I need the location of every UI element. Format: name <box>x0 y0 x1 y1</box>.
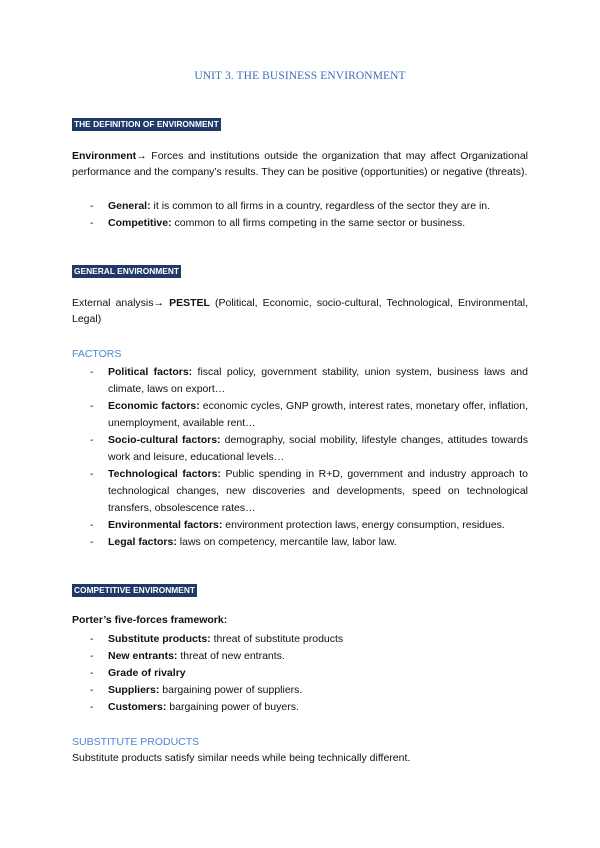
environment-definition <box>72 148 528 181</box>
list-item <box>0 466 600 517</box>
item-label: Legal factors: <box>108 536 177 548</box>
definition-text: Forces and institutions outside the organization that may affect Organizational performance and the company’s results. They can be positive (opportunities) or negative (threats). <box>72 150 528 179</box>
list-item <box>0 631 600 648</box>
bullet-dash: - <box>90 536 94 548</box>
item-text: it is common to all firms in a country, regardless of the sector they are in. <box>150 200 491 212</box>
item-text: demography, social mobility, lifestyle changes, attitudes towards work and leisure, educational levels… <box>108 434 528 463</box>
pestel-intro <box>72 295 528 328</box>
arrow-symbol: → <box>153 297 165 309</box>
item-text: bargaining power of buyers. <box>166 701 299 713</box>
arrow-symbol: → <box>136 150 147 162</box>
intro-suffix: (Political, Economic, socio-cultural, Technological, Environmental, Legal) <box>72 297 528 326</box>
term-environment: Environment <box>72 150 137 162</box>
substitute-products-heading: SUBSTITUTE PRODUCTS <box>72 736 200 748</box>
item-label: Customers: <box>108 701 167 713</box>
list-item <box>0 215 600 232</box>
item-label: New entrants: <box>108 650 178 662</box>
item-label: Competitive: <box>108 217 172 229</box>
list-item <box>0 665 600 682</box>
item-label: Political factors: <box>108 366 193 378</box>
item-text: Public spending in R+D, government and industry approach to technological changes, new discoveries and developments, speed on technological transfers, obsolescence rates… <box>108 468 528 514</box>
bullet-dash: - <box>90 633 94 645</box>
list-item <box>0 682 600 699</box>
section-heading-definition: THE DEFINITION OF ENVIRONMENT <box>74 119 219 129</box>
section-heading-competitive: COMPETITIVE ENVIRONMENT <box>74 585 195 595</box>
item-text: economic cycles, GNP growth, interest rates, monetary offer, inflation, unemployment, available rent… <box>108 400 528 429</box>
item-label: Economic factors: <box>108 400 200 412</box>
item-text: fiscal policy, government stability, union system, business laws and climate, laws on export… <box>108 366 528 395</box>
bullet-dash: - <box>90 519 94 531</box>
bullet-dash: - <box>90 650 94 662</box>
list-item <box>0 699 600 716</box>
item-label: Suppliers: <box>108 684 160 696</box>
item-text: threat of new entrants. <box>177 650 285 662</box>
intro-prefix: External analysis <box>72 297 154 309</box>
bullet-dash: - <box>90 400 94 412</box>
bullet-dash: - <box>90 366 94 378</box>
environment-types-list <box>0 198 600 232</box>
bullet-dash: - <box>90 684 94 696</box>
item-label: Environmental factors: <box>108 519 223 531</box>
bullet-dash: - <box>90 434 94 446</box>
section-heading-general: GENERAL ENVIRONMENT <box>74 266 180 276</box>
substitute-products-text: Substitute products satisfy similar needs while being technically different. <box>72 752 411 764</box>
factors-heading: FACTORS <box>72 348 122 360</box>
list-item <box>0 534 600 551</box>
item-label: Technological factors: <box>108 468 221 480</box>
item-text: bargaining power of suppliers. <box>159 684 303 696</box>
pestel-term: PESTEL <box>169 297 210 309</box>
bullet-dash: - <box>90 217 94 229</box>
framework-title-text: Porter’s five-forces framework: <box>72 614 228 626</box>
item-text: laws on competency, mercantile law, labor law. <box>176 536 397 548</box>
item-label: Substitute products: <box>108 633 211 645</box>
list-item <box>0 432 600 466</box>
item-label: Grade of rivalry <box>108 667 186 679</box>
list-item <box>0 364 600 398</box>
pestel-factors-list <box>0 364 600 551</box>
five-forces-list <box>0 631 600 716</box>
bullet-dash: - <box>90 200 94 212</box>
item-text: threat of substitute products <box>210 633 344 645</box>
list-item <box>0 398 600 432</box>
bullet-dash: - <box>90 667 94 679</box>
item-label: General: <box>108 200 151 212</box>
framework-title <box>72 614 227 626</box>
list-item <box>0 517 600 534</box>
item-text: environment protection laws, energy consumption, residues. <box>222 519 505 531</box>
list-item <box>0 648 600 665</box>
item-text: common to all firms competing in the same sector or business. <box>171 217 466 229</box>
bullet-dash: - <box>90 468 94 480</box>
page-title: UNIT 3. THE BUSINESS ENVIRONMENT <box>194 70 406 82</box>
list-item <box>0 198 600 215</box>
item-label: Socio-cultural factors: <box>108 434 221 446</box>
bullet-dash: - <box>90 701 94 713</box>
